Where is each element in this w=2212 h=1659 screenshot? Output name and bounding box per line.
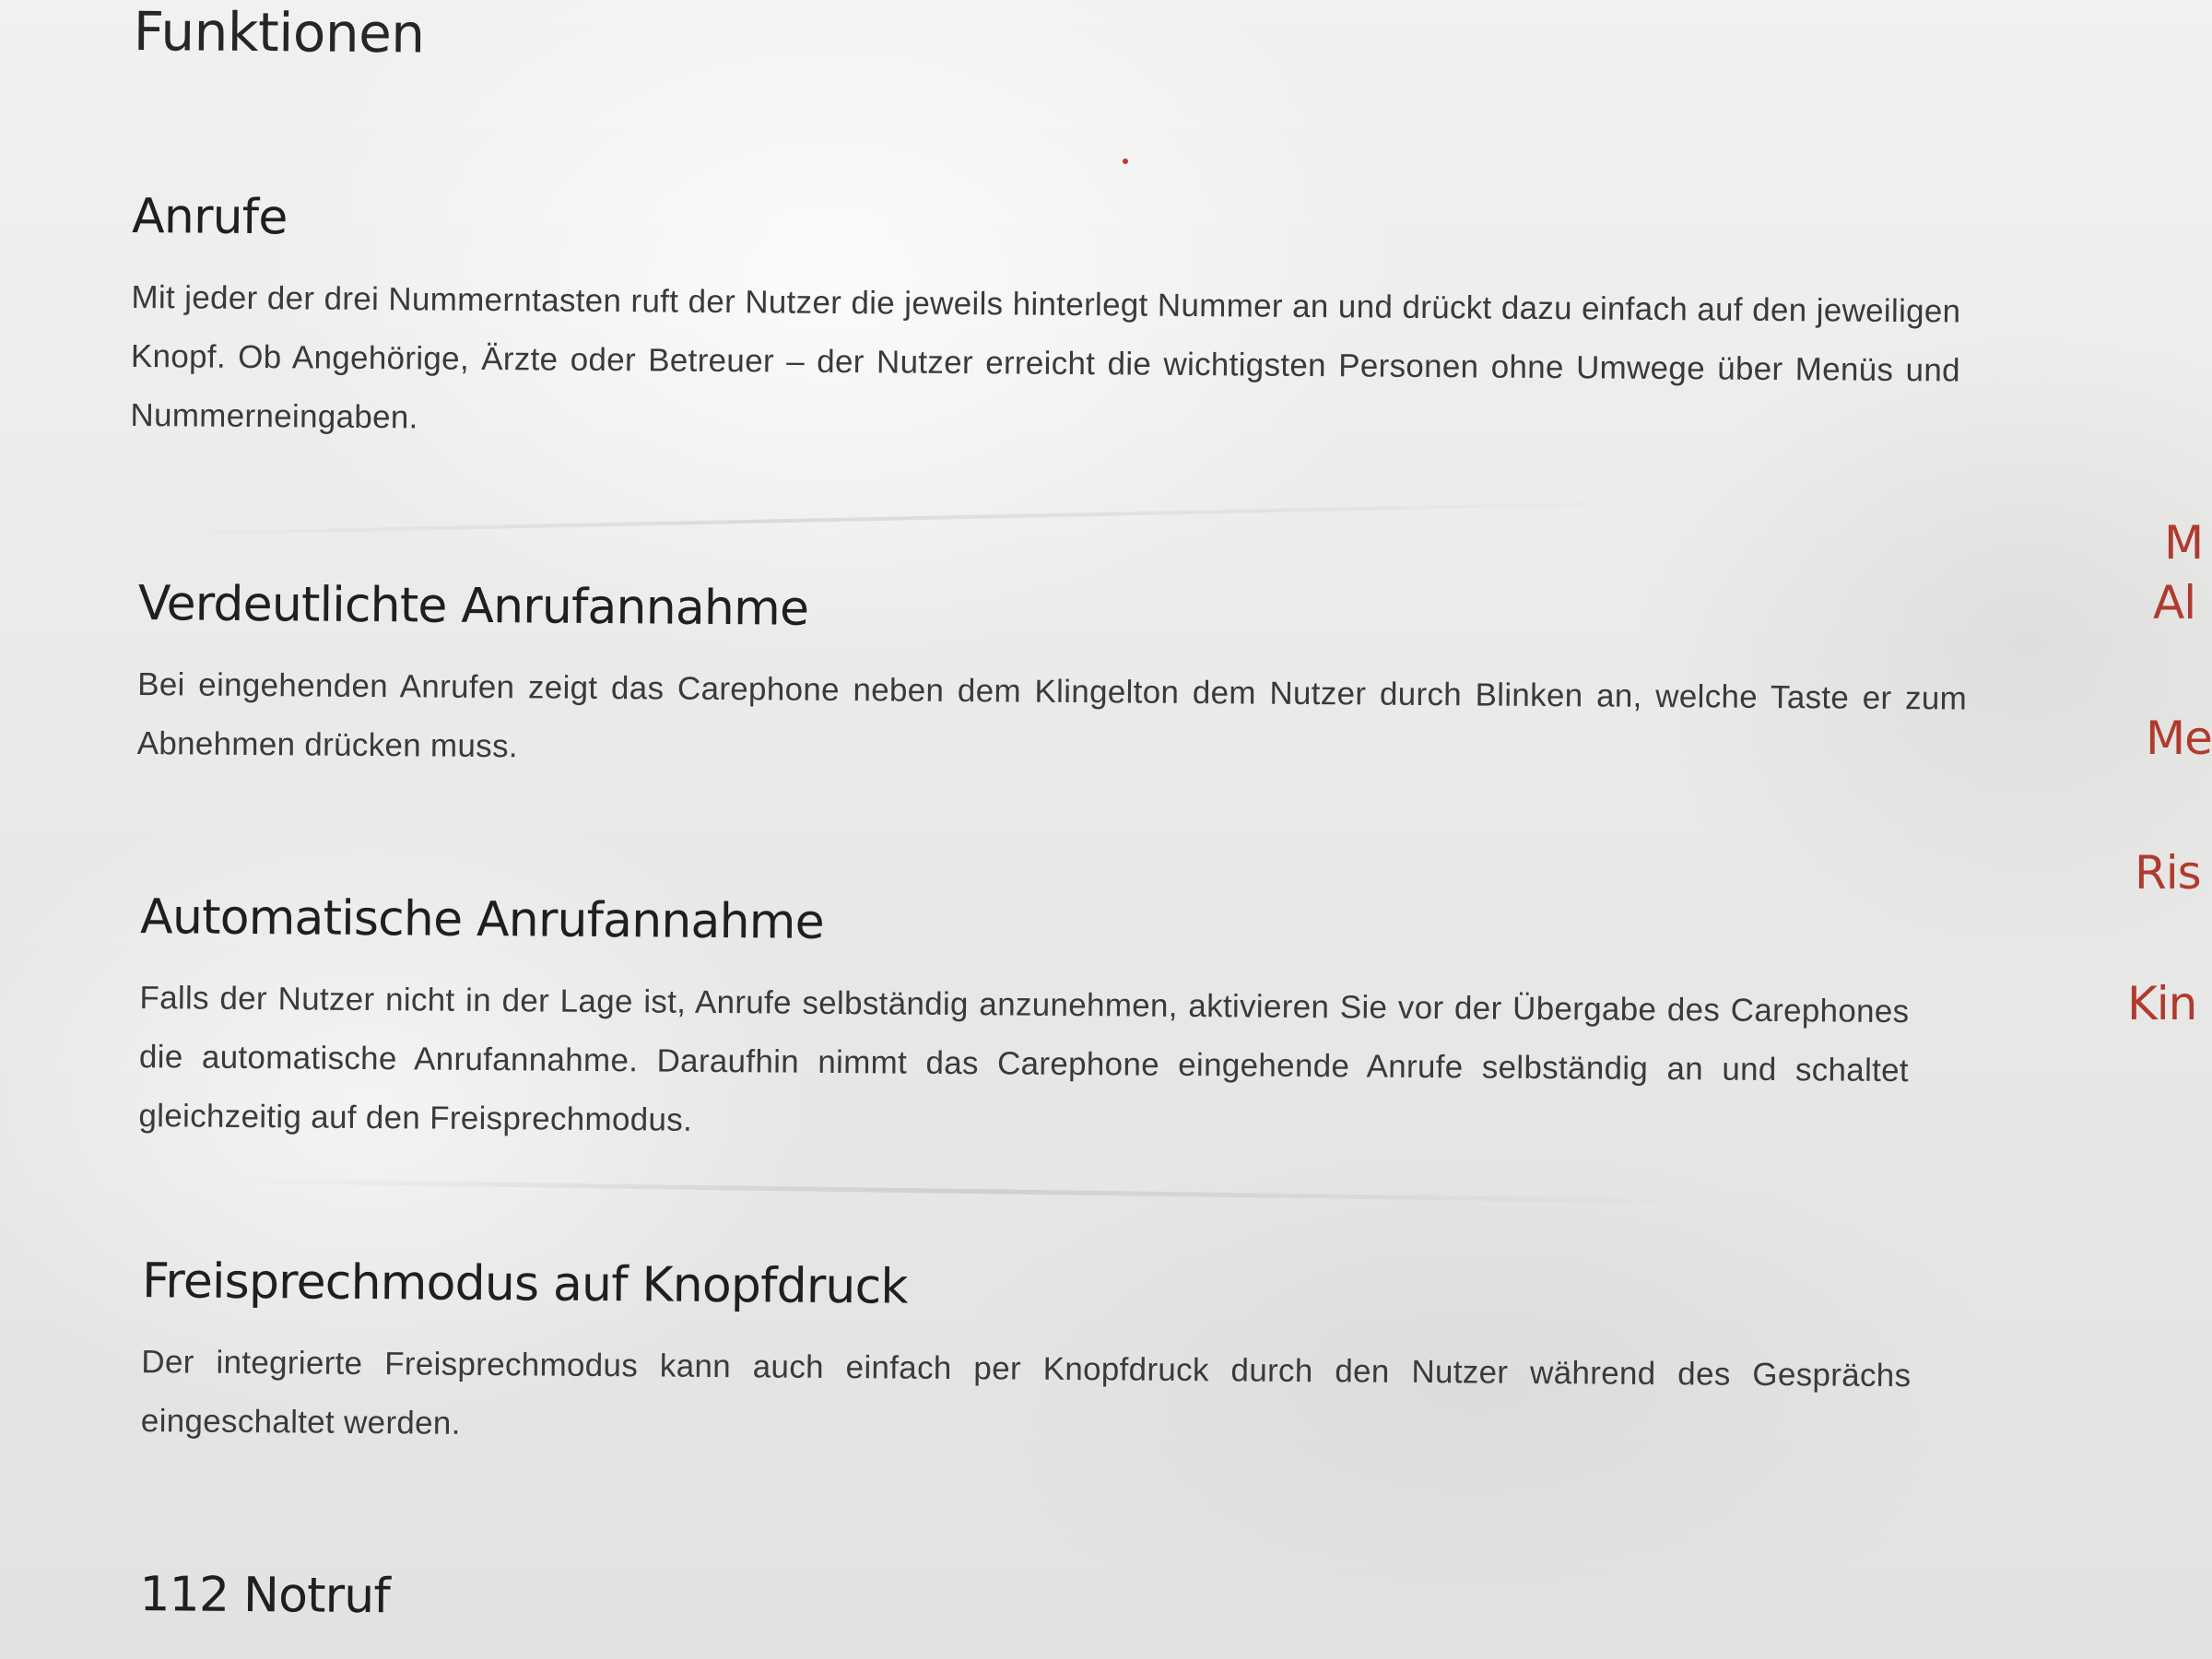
sidebar-item: Me	[2146, 712, 2212, 765]
document-content	[130, 0, 1977, 1625]
section-heading: Verdeutlichte Anrufannahme	[137, 576, 809, 637]
sidebar-item: Kin	[2127, 977, 2197, 1030]
section-heading: Anrufe	[131, 188, 288, 246]
section-heading: 112 Notruf	[139, 1567, 391, 1625]
section-verdeutlichte-anrufannahme	[136, 576, 1972, 788]
section-body: Mit jeder der drei Nummerntasten ruft der Nutzer die jeweils hinterlegt Nummer an und drückt dazu einfach auf den jeweiligen Knopf. Ob Angehörige, Ärzte oder Betreuer – der Nutzer erreicht die wichtigsten Personen ohne Umwege über Menüs und Nummerneingaben.	[130, 278, 1961, 436]
section-anrufe	[130, 189, 1966, 460]
section-heading: Freisprechmodus auf Knopfdruck	[141, 1253, 908, 1315]
ink-speck	[1123, 159, 1128, 164]
section-body: Der integrierte Freisprechmodus kann auch einfach per Knopfdruck durch den Nutzer während des Gesprächs eingeschaltet werden.	[140, 1344, 1912, 1441]
section-body: Bei eingehenden Anrufen zeigt das Carephone neben dem Klingelton dem Nutzer durch Blinken an, welche Taste er zum Abnehmen drücken muss.	[136, 666, 1968, 765]
page-title: Funktionen	[133, 0, 425, 65]
sidebar-cutoff-column	[2127, 0, 2212, 1659]
sidebar-item: Al	[2153, 576, 2196, 629]
sidebar-item: Ris	[2135, 846, 2201, 900]
paper-fold	[138, 500, 1705, 536]
section-freisprechmodus	[141, 1253, 1977, 1465]
paper-fold	[230, 1179, 1705, 1204]
section-notruf	[139, 1567, 1974, 1659]
section-automatische-anrufannahme	[138, 889, 1974, 1160]
section-body: Falls der Nutzer nicht in der Lage ist, Anrufe selbständig anzunehmen, aktivieren Sie vor der Übergabe des Carephones die automatische Anrufannahme. Daraufhin nimmt das Carephone eingehende Anrufe selbständig an und schaltet gleichzeitig auf den Freisprechmodus.	[138, 980, 1910, 1138]
sidebar-item: M	[2164, 516, 2204, 570]
section-heading: Automatische Anrufannahme	[139, 889, 825, 950]
